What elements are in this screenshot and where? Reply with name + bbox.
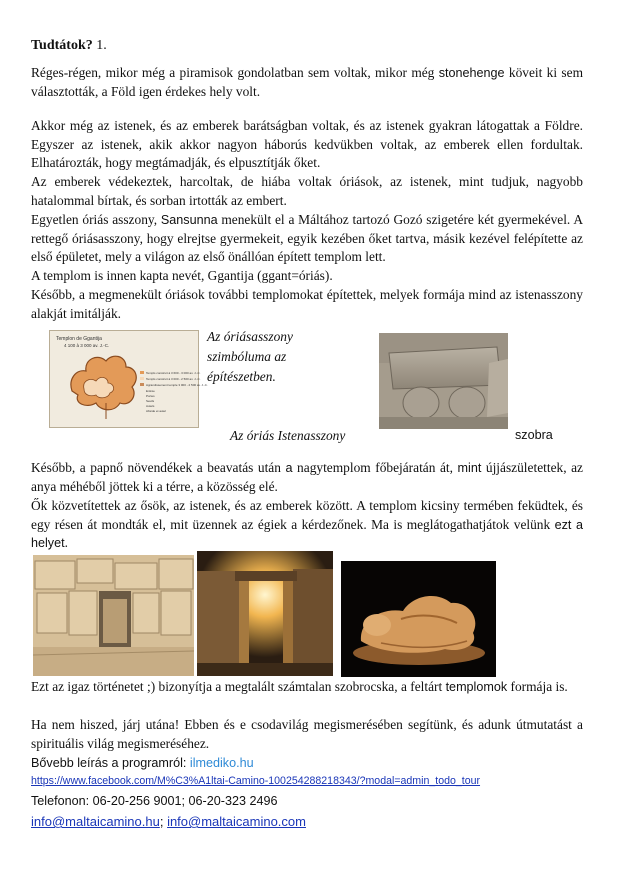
map-legend-item: Abside et autel bbox=[146, 409, 166, 413]
facebook-link[interactable]: https://www.facebook.com/M%C3%A1ltai-Camino-100254288218343/?modal=admin_todo_tour bbox=[31, 775, 481, 787]
ilmediko-link[interactable]: ilmediko.hu bbox=[189, 756, 254, 770]
paragraph-intro: Réges-régen, mikor még a piramisok gondolatban sem voltak, mikor még stonehenge köveit ki sem választották, a Föld igen érdekes hely volt. bbox=[31, 65, 583, 99]
temples-word: templomok bbox=[445, 680, 508, 694]
map-legend-item: Agrandissement temple 3 000 - 2 500 av. J.-C. bbox=[146, 383, 208, 387]
temple-ruins-photo bbox=[33, 555, 194, 676]
temple-map-image bbox=[49, 330, 208, 428]
this-place-phrase: ezt a helyet bbox=[31, 517, 583, 551]
caption-symbol: Az óriásasszony szimbóluma az építészetben. bbox=[207, 329, 293, 384]
map-legend-item: Templs construit à 3 600 - 3 000 av. J.-C. bbox=[146, 371, 201, 375]
map-legend-item: Entrée bbox=[146, 389, 155, 393]
sleeping-lady-photo bbox=[341, 561, 496, 677]
facebook-line bbox=[31, 775, 480, 787]
paragraph-priestesses: Ők közvetítettek az ősök, az istenek, és az emberek között. A templom kicsiny termében feküdtek, és egy résen át mondták el, mit üzennek az égiek a kérdezőnek. Ma is meglátogathatjátok velünk ezt a helyet. bbox=[31, 498, 583, 551]
page-title bbox=[31, 38, 107, 54]
email-line: info@maltaicamino.hu; info@maltaicamino.com bbox=[31, 814, 306, 829]
title-number: 1. bbox=[92, 38, 107, 53]
paragraph-later-temples: Később, a megmenekült óriások további templomokat építettek, melyek formája mind az istenasszony alakját imitálják. bbox=[31, 287, 583, 321]
map-legend-item: Portes bbox=[146, 394, 155, 398]
more-info-line bbox=[31, 756, 254, 770]
map-legend-item: Autels bbox=[146, 404, 155, 408]
paragraph-ggantija: A templom is innen kapta nevét, Ggantija (ggant=óriás). bbox=[31, 268, 333, 283]
map-legend-item: Seuils bbox=[146, 399, 155, 403]
caption-statue: Az óriás Istenasszony bbox=[230, 428, 346, 443]
sunrise-doorway-photo bbox=[197, 551, 333, 676]
map-subtitle: 4 100 à 3 000 av. J.-C. bbox=[64, 343, 110, 348]
title-bold: Tudtátok? bbox=[31, 38, 93, 53]
paragraph-gods: Akkor még az istenek, és az emberek barátságban voltak, és az istenek gyakran látogattak a Földre. Egyszer az istenek, akik akkor nagyon háborús kedvükben voltak, az emberek ellen fordultak. Elhatározták, hogy megtámadják, és elpusztítják őket. bbox=[31, 118, 583, 171]
map-legend-item: Templs construit à 3 000 - 2 500 av. J.-C. bbox=[146, 377, 201, 381]
paragraph-proof: Ezt az igaz történetet ;) bizonyítja a megtalált számtalan szobrocska, a feltárt templomok formája is. bbox=[31, 679, 568, 694]
email-link-com[interactable]: info@maltaicamino.com bbox=[167, 814, 306, 829]
stonehenge-word: stonehenge bbox=[438, 66, 505, 80]
paragraph-initiation: Később, a papnő növendékek a beavatás után a nagytemplom főbejáratán át, mint újjászületettek, az anya méhéből jöttek ki a térre, a közösség elé. bbox=[31, 460, 583, 494]
paragraph-sansunna: Egyetlen óriás asszony, Sansunna menekült el a Máltához tartozó Gozó szigetére két gyermekével. A rettegő óriásasszony, hogy elrejtse gyermekeit, egyik kezében őket tartva, másik kezével felépítette az első épületet, mely a világon az első önállóan épített templom lett. bbox=[31, 212, 583, 265]
stone-altar-image bbox=[379, 333, 508, 429]
map-title: Templon de Ggantija bbox=[56, 336, 102, 342]
phone-line: Telefonon: 06-20-256 9001; 06-20-323 2496 bbox=[31, 794, 278, 808]
more-info-label: Bővebb leírás a programról: bbox=[31, 756, 190, 770]
sansunna-name: Sansunna bbox=[160, 213, 218, 227]
caption-statue-word: szobra bbox=[515, 428, 553, 442]
paragraph-people: Az emberek védekeztek, harcoltak, de hiába voltak óriások, az istenek, mint tudjuk, nagyobb hatalommal bírtak, és sorban irtották az embert. bbox=[31, 174, 583, 208]
email-link-hu[interactable]: info@maltaicamino.hu bbox=[31, 814, 160, 829]
paragraph-invitation: Ha nem hiszed, járj utána! Ebben és e csodavilág megismerésében segítünk, és adunk útmutatást a spirituális világ megismeréséhez. bbox=[31, 717, 583, 751]
